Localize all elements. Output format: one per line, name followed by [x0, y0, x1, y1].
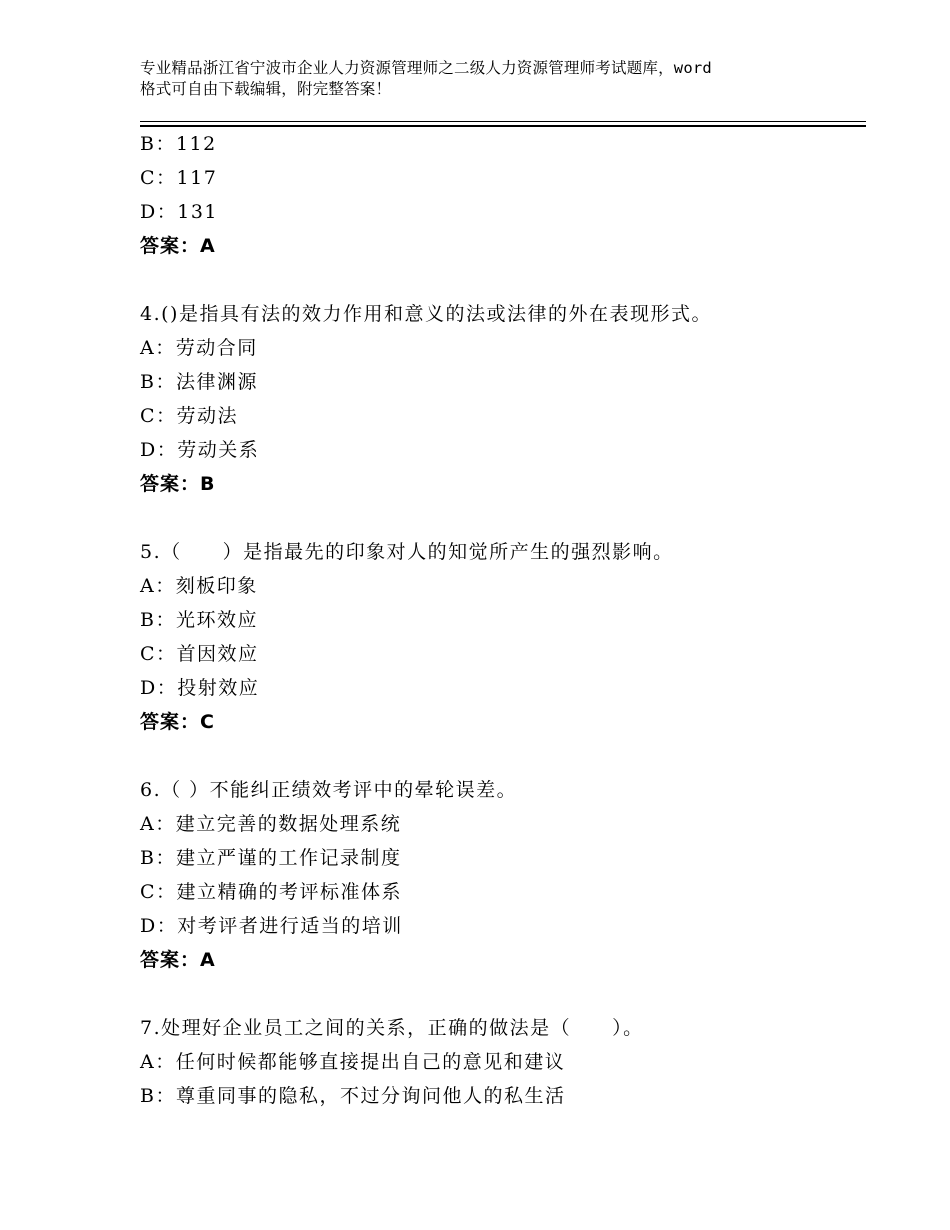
option-d: D：劳动关系: [140, 439, 260, 461]
option-b: B：建立严谨的工作记录制度: [140, 847, 402, 869]
question-4: [140, 297, 866, 501]
option-a: A：任何时候都能够直接提出自己的意见和建议: [140, 1051, 566, 1073]
answer: 答案：C: [140, 711, 215, 733]
question-5: [140, 535, 866, 739]
option-a: A：建立完善的数据处理系统: [140, 813, 402, 835]
option-d: D：对考评者进行适当的培训: [140, 915, 403, 937]
header-rule-thin: [140, 121, 866, 122]
option-d: D：投射效应: [140, 677, 260, 699]
question-stem: 5.（ ）是指最先的印象对人的知觉所产生的强烈影响。: [140, 541, 674, 563]
question-3-tail: [140, 127, 866, 263]
header-line-2: 格式可自由下载编辑，附完整答案！: [140, 80, 392, 98]
option-b: B：光环效应: [140, 609, 258, 631]
option-a: A：刻板印象: [140, 575, 258, 597]
header-line-1: 专业精品浙江省宁波市企业人力资源管理师之二级人力资源管理师考试题库，word: [140, 59, 712, 77]
option-b: B：尊重同事的隐私，不过分询问他人的私生活: [140, 1085, 566, 1107]
question-list: [140, 127, 866, 1113]
option-c: C：劳动法: [140, 405, 239, 427]
option-b: B：112: [140, 133, 217, 155]
answer: 答案：B: [140, 473, 216, 495]
option-c: C：117: [140, 167, 218, 189]
answer: 答案：A: [140, 949, 216, 971]
question-6: [140, 773, 866, 977]
answer: 答案：A: [140, 235, 216, 257]
question-stem: 7.处理好企业员工之间的关系，正确的做法是（ ）。: [140, 1017, 644, 1039]
question-7: [140, 1011, 866, 1113]
option-c: C：建立精确的考评标准体系: [140, 881, 403, 903]
option-d: D：131: [140, 201, 218, 223]
question-stem: 4.()是指具有法的效力作用和意义的法或法律的外在表现形式。: [140, 303, 712, 325]
option-b: B：法律渊源: [140, 371, 258, 393]
option-a: A：劳动合同: [140, 337, 258, 359]
document-header: [140, 58, 830, 100]
question-stem: 6.（ ）不能纠正绩效考评中的晕轮误差。: [140, 779, 518, 801]
option-c: C：首因效应: [140, 643, 259, 665]
